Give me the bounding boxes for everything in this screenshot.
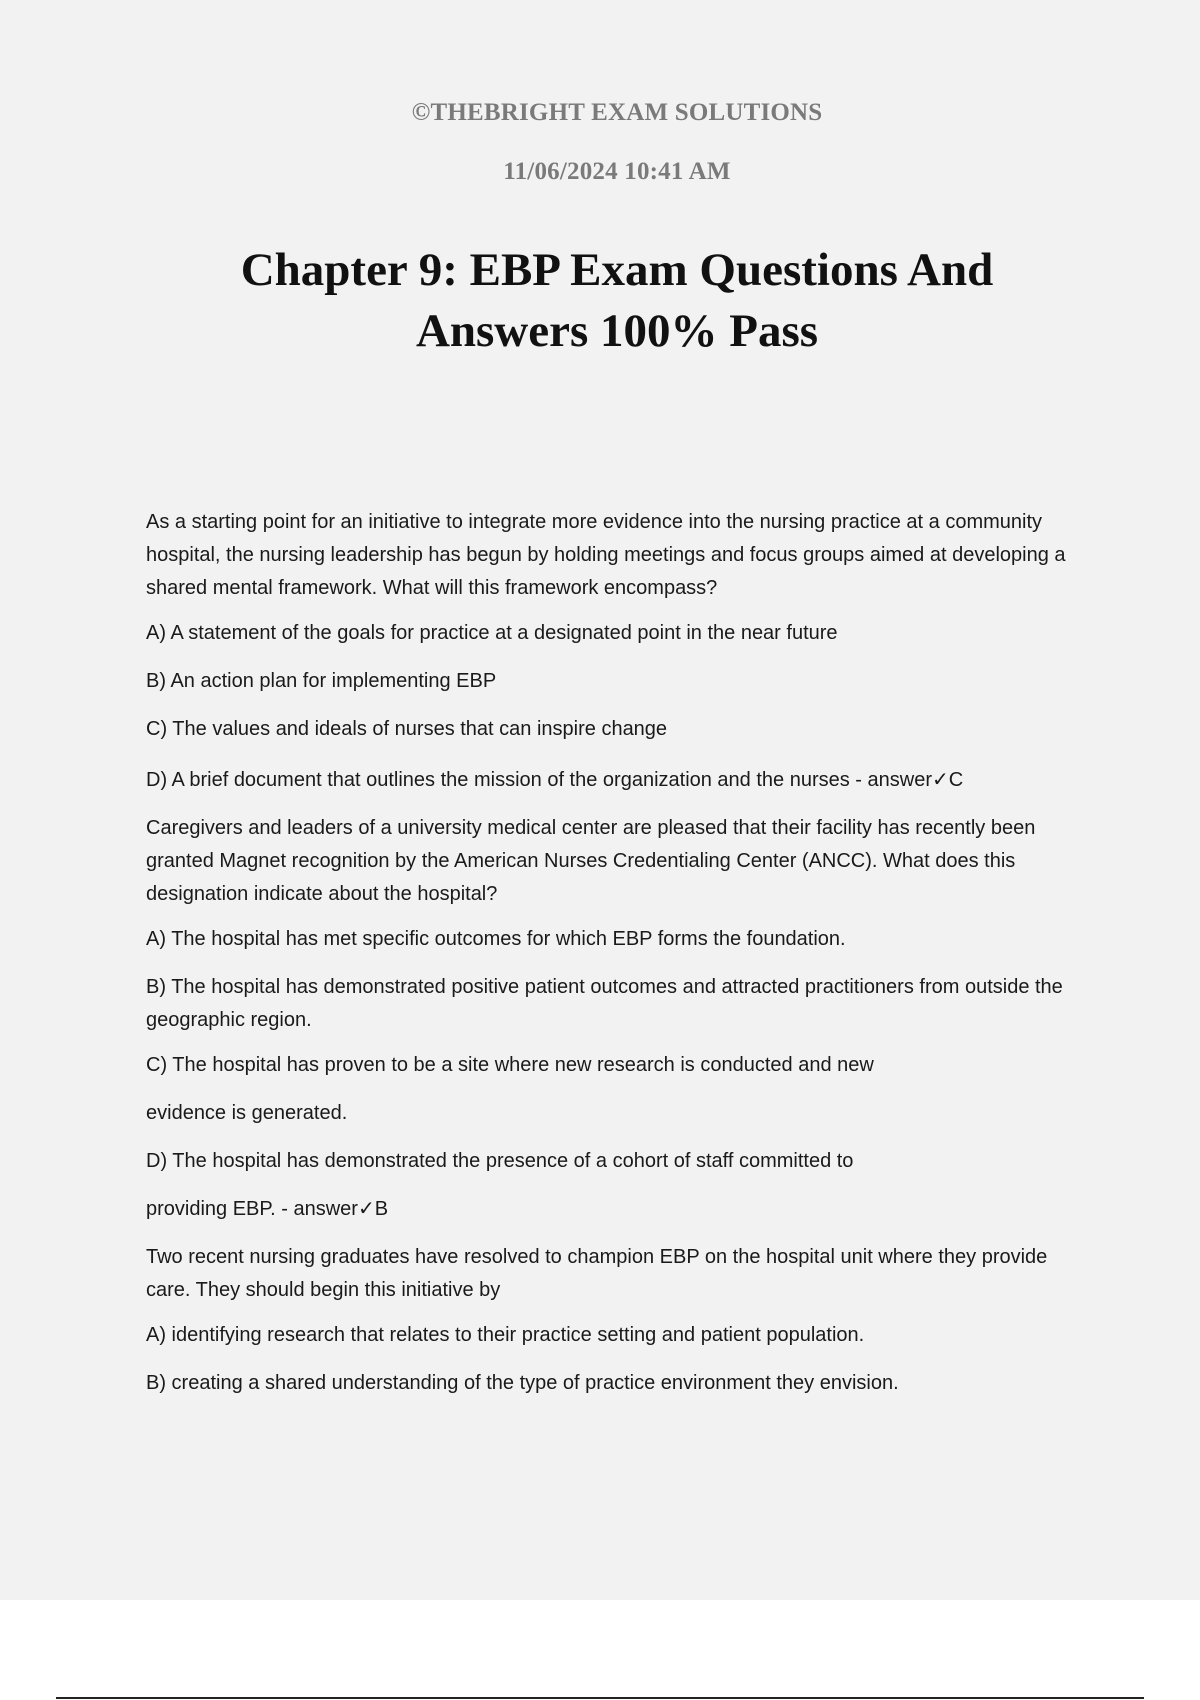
footer-divider: [56, 1697, 1144, 1699]
question-1-option-b: B) An action plan for implementing EBP: [146, 670, 497, 692]
question-3-option-b: B) creating a shared understanding of the type of practice environment they envision.: [146, 1372, 899, 1394]
question-2-option-c-continued: evidence is generated.: [146, 1102, 348, 1124]
question-1-option-a: A) A statement of the goals for practice at a designated point in the near future: [146, 622, 838, 644]
question-2-option-b: B) The hospital has demonstrated positive patient outcomes and attracted practitioners from outside the geographic region.: [146, 976, 1063, 1031]
question-3-option-a: A) identifying research that relates to their practice setting and patient population.: [146, 1324, 865, 1346]
question-2-option-d: D) The hospital has demonstrated the presence of a cohort of staff committed to: [146, 1150, 854, 1172]
title-line-2: Answers 100% Pass: [415, 305, 819, 357]
question-2-option-d-continued: providing EBP. - answer✓B: [146, 1198, 389, 1220]
question-3-stem: Two recent nursing graduates have resolved to champion EBP on the hospital unit where they provide care. They should begin this initiative by: [146, 1246, 1048, 1301]
question-1-option-d: D) A brief document that outlines the mission of the organization and the nurses - answer✓C: [146, 769, 964, 791]
document-title: [0, 240, 1200, 362]
question-1-stem: As a starting point for an initiative to integrate more evidence into the nursing practice at a community hospital, the nursing leadership has begun by holding meetings and focus groups aimed at developing a shared mental framework. What will this framework encompass?: [146, 511, 1066, 599]
question-list: [146, 506, 1091, 1400]
question-2-stem: Caregivers and leaders of a university medical center are pleased that their facility has recently been granted Magnet recognition by the American Nurses Credentialing Center (ANCC). What does this designation indicate about the hospital?: [146, 817, 1036, 905]
question-2-option-c: C) The hospital has proven to be a site where new research is conducted and new: [146, 1054, 874, 1076]
watermark-header: ©THEBRIGHT EXAM SOLUTIONS: [411, 99, 823, 126]
question-2-option-a: A) The hospital has met specific outcomes for which EBP forms the foundation.: [146, 928, 846, 950]
timestamp-header: 11/06/2024 10:41 AM: [503, 158, 731, 185]
title-line-1: Chapter 9: EBP Exam Questions And: [240, 244, 994, 296]
question-1-option-c: C) The values and ideals of nurses that can inspire change: [146, 718, 668, 740]
